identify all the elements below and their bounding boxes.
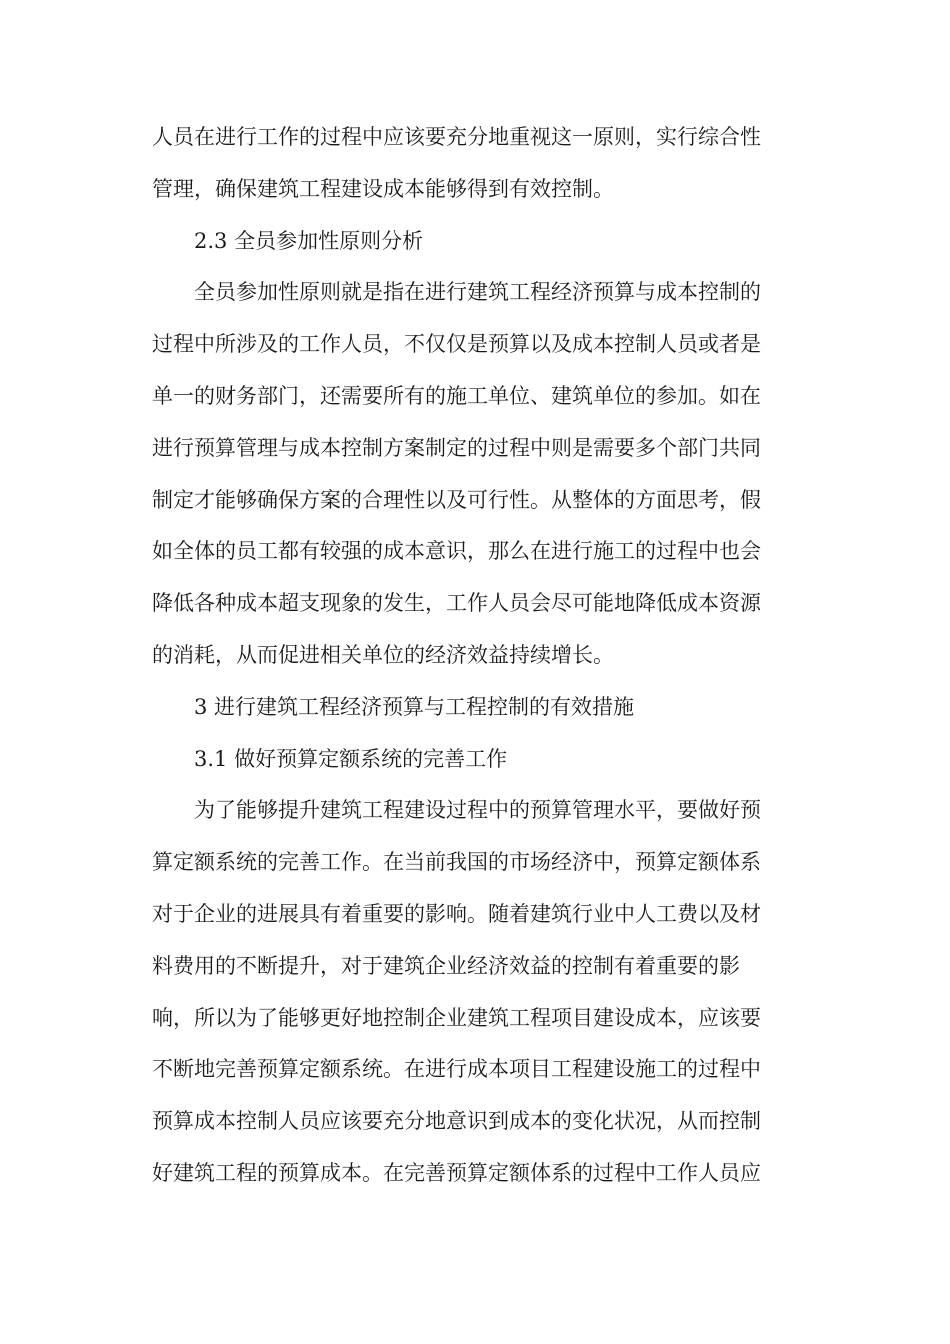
text-line: 3 进行建筑工程经济预算与工程控制的有效措施 bbox=[194, 694, 635, 719]
text-line: 响，所以为了能够更好地控制企业建筑工程项目建设成本，应该要 bbox=[152, 1005, 761, 1030]
text-line: 的消耗，从而促进相关单位的经济效益持续增长。 bbox=[152, 642, 614, 667]
text-line: 算定额系统的完善工作。在当前我国的市场经济中，预算定额体系 bbox=[152, 850, 761, 875]
text-line: 料费用的不断提升，对于建筑企业经济效益的控制有着重要的影 bbox=[152, 953, 740, 978]
text-line: 全员参加性原则就是指在进行建筑工程经济预算与成本控制的 bbox=[194, 280, 761, 305]
text-line: 管理，确保建筑工程建设成本能够得到有效控制。 bbox=[152, 176, 614, 201]
document-body bbox=[152, 112, 800, 1200]
text-line: 单一的财务部门，还需要所有的施工单位、建筑单位的参加。如在 bbox=[152, 383, 761, 408]
text-line: 如全体的员工都有较强的成本意识，那么在进行施工的过程中也会 bbox=[152, 539, 761, 564]
text-line: 制定才能够确保方案的合理性以及可行性。从整体的方面思考，假 bbox=[152, 487, 761, 512]
text-line: 3.1 做好预算定额系统的完善工作 bbox=[194, 746, 508, 771]
text-line: 预算成本控制人员应该要充分地意识到成本的变化状况，从而控制 bbox=[152, 1109, 761, 1134]
text-line: 降低各种成本超支现象的发生，工作人员会尽可能地降低成本资源 bbox=[152, 591, 761, 616]
text-line: 进行预算管理与成本控制方案制定的过程中则是需要多个部门共同 bbox=[152, 435, 761, 460]
text-line: 为了能够提升建筑工程建设过程中的预算管理水平，要做好预 bbox=[194, 798, 761, 823]
text-line: 对于企业的进展具有着重要的影响。随着建筑行业中人工费以及材 bbox=[152, 901, 761, 926]
text-line: 人员在进行工作的过程中应该要充分地重视这一原则，实行综合性 bbox=[152, 125, 761, 149]
text-line: 2.3 全员参加性原则分析 bbox=[194, 228, 424, 253]
text-line: 不断地完善预算定额系统。在进行成本项目工程建设施工的过程中 bbox=[152, 1057, 761, 1082]
text-line: 好建筑工程的预算成本。在完善预算定额体系的过程中工作人员应 bbox=[152, 1160, 761, 1185]
text-line: 过程中所涉及的工作人员，不仅仅是预算以及成本控制人员或者是 bbox=[152, 332, 761, 357]
